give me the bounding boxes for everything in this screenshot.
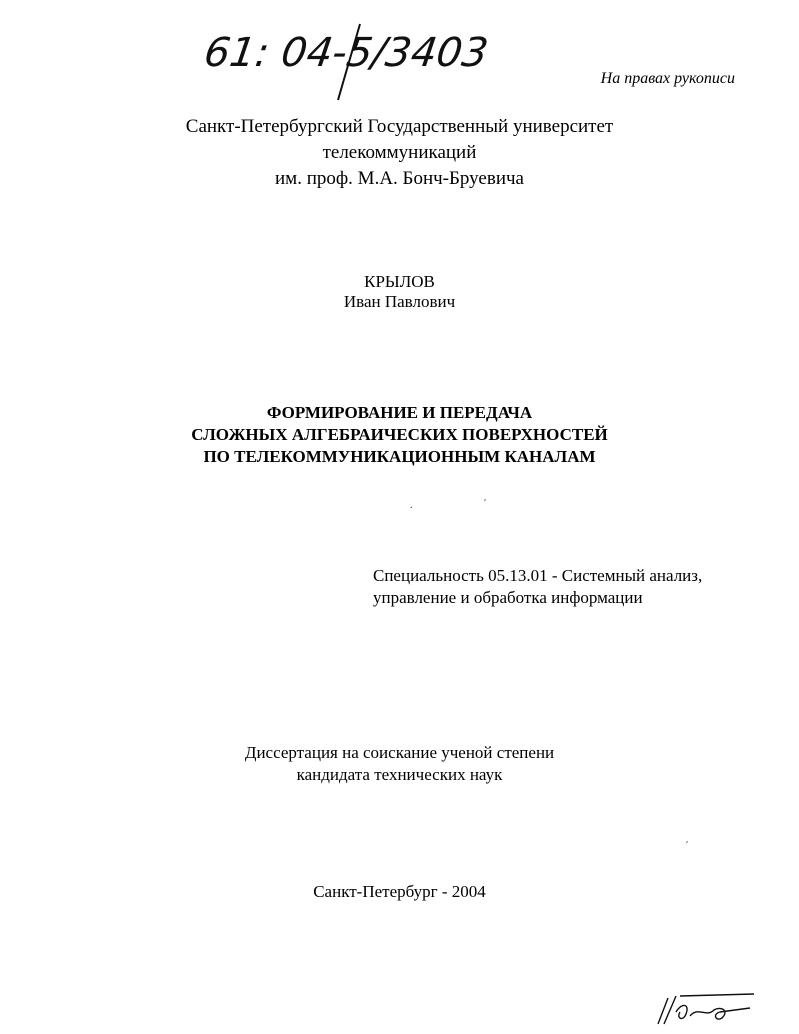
university-line-3: им. проф. М.А. Бонч-Бруевича bbox=[275, 168, 524, 189]
title-line-1: ФОРМИРОВАНИЕ И ПЕРЕДАЧА bbox=[266, 403, 533, 422]
scan-mark: ʹ bbox=[484, 498, 487, 509]
specialty-line-1: Специальность 05.13.01 - Системный анализ, bbox=[373, 566, 703, 585]
university-line-1: Санкт-Петербургский Государственный университет bbox=[185, 116, 614, 137]
author-name: Иван Павлович bbox=[343, 292, 456, 311]
degree-line-1: Диссертация на соискание ученой степени bbox=[244, 743, 555, 762]
specialty-block bbox=[373, 565, 773, 609]
title-line-3: ПО ТЕЛЕКОММУНИКАЦИОННЫМ КАНАЛАМ bbox=[203, 447, 596, 466]
degree-line-2: кандидата технических наук bbox=[296, 765, 503, 784]
scan-mark: ʹ bbox=[686, 840, 689, 851]
title-line-2: СЛОЖНЫХ АЛГЕБРАИЧЕСКИХ ПОВЕРХНОСТЕЙ bbox=[191, 425, 608, 444]
author-surname: КРЫЛОВ bbox=[364, 272, 435, 291]
dissertation-title bbox=[0, 402, 799, 468]
degree-block bbox=[0, 742, 799, 786]
handwritten-archive-code bbox=[201, 14, 491, 104]
city-year: Санкт-Петербург - 2004 bbox=[313, 882, 486, 901]
archive-code-text: 61: 04-5/3403 bbox=[201, 30, 491, 76]
scan-mark: . bbox=[410, 500, 413, 511]
handwritten-signature bbox=[650, 988, 760, 1028]
university-line-2: телекоммуникаций bbox=[322, 142, 477, 163]
university-block bbox=[0, 114, 799, 192]
rights-note: На правах рукописи bbox=[600, 70, 735, 87]
specialty-line-2: управление и обработка информации bbox=[373, 588, 643, 607]
